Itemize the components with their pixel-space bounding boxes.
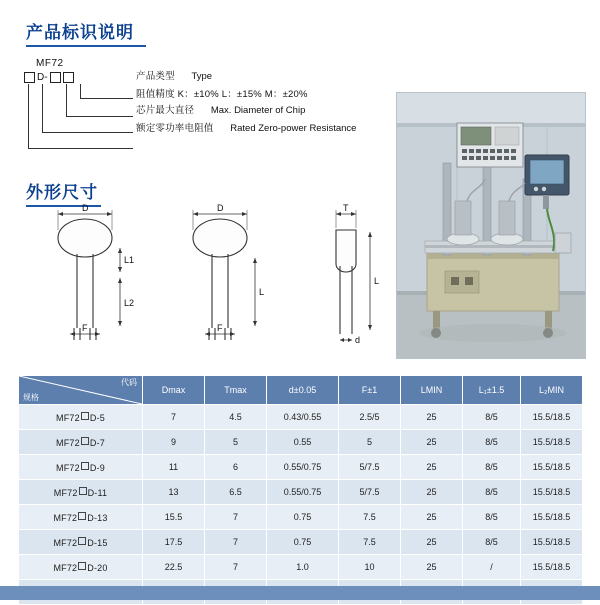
- model-box-icon: [79, 487, 87, 495]
- column-header-tmax: Tmax: [205, 376, 267, 405]
- svg-text:F: F: [217, 323, 223, 333]
- series-label: MF72: [36, 58, 64, 69]
- svg-text:L: L: [374, 276, 380, 286]
- leader-line-1: [80, 84, 133, 99]
- cell-f: 7.5: [339, 530, 401, 555]
- model-box-icon: [78, 562, 86, 570]
- table-row: [19, 530, 583, 555]
- cell-model: [19, 505, 143, 530]
- table-row: [19, 505, 583, 530]
- svg-text:D: D: [217, 203, 224, 213]
- model-prefix: MF72: [56, 462, 80, 473]
- model-prefix: MF72: [53, 487, 78, 498]
- cell-tmax: 4.5: [205, 405, 267, 430]
- svg-text:L2: L2: [124, 298, 135, 308]
- legend-cn-1: 产品类型: [136, 71, 175, 82]
- cell-tmax: 7: [205, 555, 267, 580]
- model-box-icon: [78, 512, 86, 520]
- column-header-d: d±0.05: [267, 376, 339, 405]
- corner-label-spec: 规格: [23, 393, 39, 402]
- drawing-disc-radial-leaded: [30, 200, 150, 348]
- legend-item-type: [136, 68, 212, 82]
- title-underline: [26, 45, 146, 47]
- model-suffix: D-9: [89, 462, 105, 473]
- svg-text:L: L: [259, 287, 265, 297]
- cell-lmin: 25: [401, 430, 463, 455]
- outline-drawings: [20, 200, 385, 350]
- cell-model: [19, 405, 143, 430]
- svg-text:F: F: [82, 323, 88, 333]
- column-header-dmax: Dmax: [143, 376, 205, 405]
- cell-f: 5/7.5: [339, 480, 401, 505]
- cell-tmax: 5: [205, 430, 267, 455]
- model-box-icon: [81, 462, 89, 470]
- cell-tmax: 7: [205, 505, 267, 530]
- code-box-3: [63, 72, 74, 83]
- cell-lmin: 25: [401, 480, 463, 505]
- equipment-photo-illustration: [397, 93, 585, 358]
- svg-text:L1: L1: [124, 255, 135, 265]
- page-title-identification: [26, 18, 134, 43]
- cell-tmax: 6: [205, 455, 267, 480]
- table-header-row: [19, 376, 583, 405]
- cell-tmax: 6.5: [205, 480, 267, 505]
- table-row: [19, 405, 583, 430]
- code-dash: D-: [37, 72, 48, 83]
- model-prefix: MF72: [56, 437, 80, 448]
- cell-model: [19, 480, 143, 505]
- cell-l1: 8/5: [463, 405, 521, 430]
- cell-dmax: 11: [143, 455, 205, 480]
- table-row: [19, 455, 583, 480]
- cell-l1: 8/5: [463, 480, 521, 505]
- cell-l2: 15.5/18.5: [521, 555, 583, 580]
- model-prefix: MF72: [53, 512, 78, 523]
- model-suffix: D-7: [89, 437, 105, 448]
- cell-l1: 8/5: [463, 455, 521, 480]
- cell-f: 5/7.5: [339, 455, 401, 480]
- table-row: [19, 555, 583, 580]
- table-row: [19, 430, 583, 455]
- cell-lmin: 25: [401, 455, 463, 480]
- cell-lmin: 25: [401, 505, 463, 530]
- column-header-l1: L₁±1.5: [463, 376, 521, 405]
- cell-dmax: 9: [143, 430, 205, 455]
- model-suffix: D-5: [89, 412, 105, 423]
- model-prefix: MF72: [56, 412, 80, 423]
- cell-tmax: 7: [205, 530, 267, 555]
- cell-model: [19, 455, 143, 480]
- legend-cn-2: 阻值精度 K：±10% L：±15% M：±20%: [136, 89, 308, 100]
- column-header-lmin: LMIN: [401, 376, 463, 405]
- legend-cn-4: 额定零功率电阻值: [136, 123, 214, 134]
- cell-dmax: 13: [143, 480, 205, 505]
- svg-text:d: d: [355, 335, 361, 345]
- cell-f: 5: [339, 430, 401, 455]
- cell-l2: 15.5/18.5: [521, 480, 583, 505]
- model-suffix: D-13: [87, 512, 108, 523]
- cell-d: 0.75: [267, 530, 339, 555]
- cell-model: [19, 430, 143, 455]
- footer-bar: [0, 586, 600, 600]
- model-box-icon: [78, 537, 86, 545]
- cell-d: 0.55: [267, 430, 339, 455]
- dimensions-table: [18, 375, 582, 605]
- model-prefix: MF72: [53, 562, 78, 573]
- cell-l2: 15.5/18.5: [521, 405, 583, 430]
- cell-f: 7.5: [339, 505, 401, 530]
- code-designation-diagram: [24, 58, 384, 168]
- legend-item-tolerance: [136, 86, 322, 100]
- cell-f: 10: [339, 555, 401, 580]
- cell-lmin: 25: [401, 405, 463, 430]
- model-box-icon: [81, 437, 89, 445]
- section-title-text-2: 外形尺寸: [26, 183, 98, 202]
- equipment-photo: [396, 92, 586, 359]
- section-title-text: 产品标识说明: [26, 23, 134, 42]
- cell-d: 0.55/0.75: [267, 455, 339, 480]
- cell-dmax: 15.5: [143, 505, 205, 530]
- cell-f: 2.5/5: [339, 405, 401, 430]
- model-suffix: D-15: [87, 537, 108, 548]
- cell-dmax: 17.5: [143, 530, 205, 555]
- cell-d: 1.0: [267, 555, 339, 580]
- cell-model: [19, 555, 143, 580]
- model-box-icon: [81, 412, 89, 420]
- cell-l2: 15.5/18.5: [521, 505, 583, 530]
- cell-l1: 8/5: [463, 530, 521, 555]
- cell-lmin: 25: [401, 555, 463, 580]
- cell-d: 0.75: [267, 505, 339, 530]
- table-row: [19, 480, 583, 505]
- code-box-2: [50, 72, 61, 83]
- cell-d: 0.55/0.75: [267, 480, 339, 505]
- legend-en-4: Rated Zero-power Resistance: [230, 123, 357, 134]
- svg-text:T: T: [343, 203, 349, 213]
- table-corner-header: [19, 376, 143, 405]
- legend-en-1: Type: [191, 71, 213, 82]
- cell-l1: 8/5: [463, 505, 521, 530]
- drawing-disc-coated-radial: [165, 200, 285, 348]
- column-header-f: F±1: [339, 376, 401, 405]
- cell-d: 0.43/0.55: [267, 405, 339, 430]
- cell-model: [19, 530, 143, 555]
- cell-l2: 15.5/18.5: [521, 455, 583, 480]
- column-header-l2: L₂MIN: [521, 376, 583, 405]
- cell-l2: 15.5/18.5: [521, 430, 583, 455]
- cell-l2: 15.5/18.5: [521, 530, 583, 555]
- legend-item-chip-diameter: [136, 102, 305, 116]
- legend-cn-3: 芯片最大直径: [136, 105, 195, 116]
- cell-dmax: 22.5: [143, 555, 205, 580]
- model-prefix: MF72: [53, 537, 78, 548]
- cell-l1: 8/5: [463, 430, 521, 455]
- svg-text:D: D: [82, 203, 89, 213]
- cell-l1: /: [463, 555, 521, 580]
- code-box-1: [24, 72, 35, 83]
- legend-en-3: Max. Diameter of Chip: [210, 105, 306, 116]
- code-boxes-row: [24, 72, 74, 83]
- model-suffix: D-20: [87, 562, 108, 573]
- model-suffix: D-11: [87, 487, 108, 498]
- corner-label-code: 代码: [121, 378, 137, 387]
- cell-dmax: 7: [143, 405, 205, 430]
- cell-lmin: 25: [401, 530, 463, 555]
- legend-item-resistance: [136, 120, 356, 134]
